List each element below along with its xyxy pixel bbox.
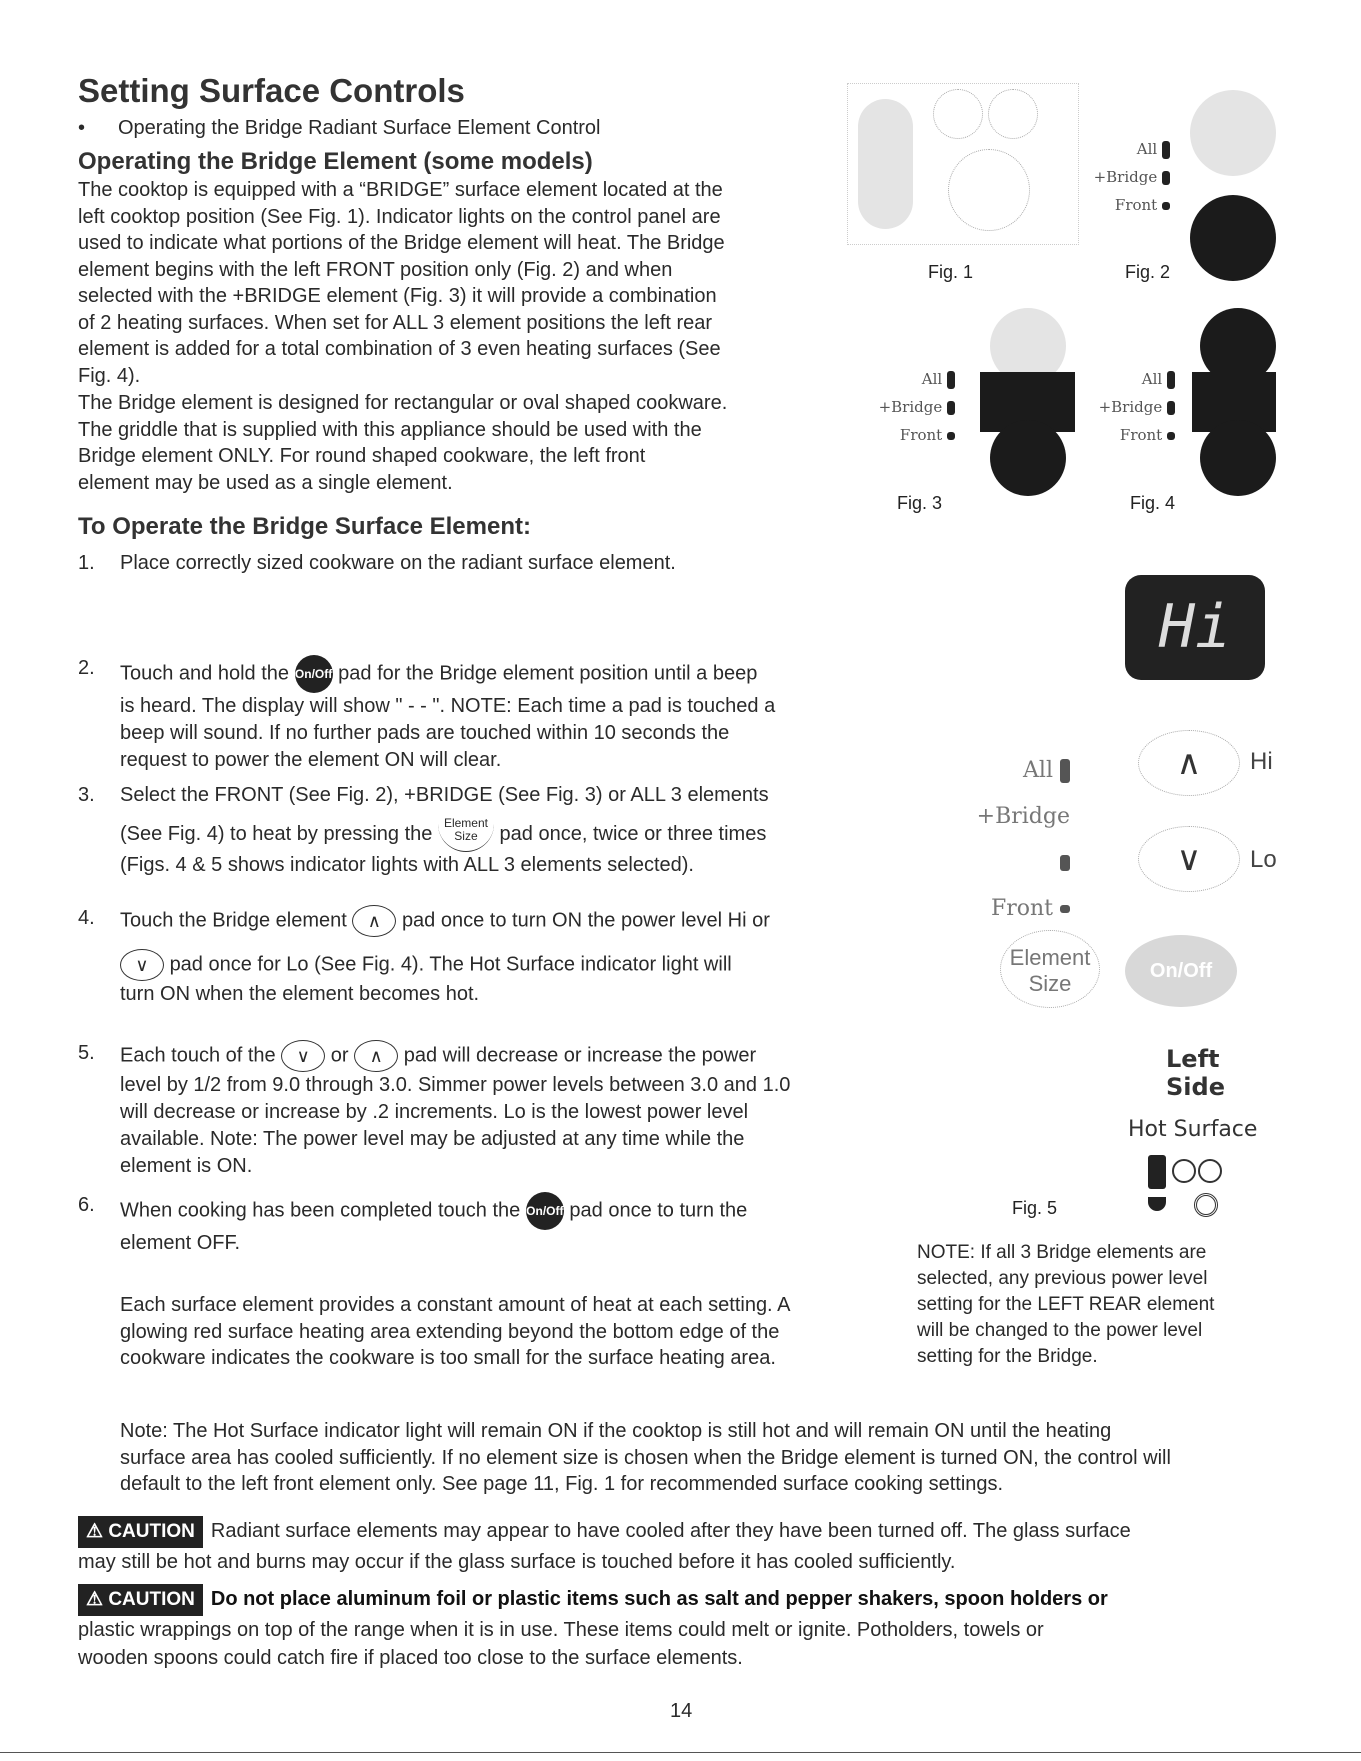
page-title: Setting Surface Controls bbox=[78, 72, 465, 109]
intro-paragraph: The cooktop is equipped with a “BRIDGE” surface element located at the left cooktop position (See Fig. 1). Indicator lights on the control panel are used to indicate what portions of the Bridge element will heat. The Bridge element begins with the left FRONT position only (Fig. 2) and when selected with the +BRIDGE element (Fig. 3) it will provide a combination of 2 heating surfaces. When set for ALL 3 element positions the left rear element is added for a total combination of 3 even heating surfaces (See Fig. 4). bbox=[78, 179, 725, 387]
section-heading-operate: To Operate the Bridge Surface Element: bbox=[78, 513, 531, 540]
up-arrow-pad-icon: ∧ bbox=[352, 905, 396, 937]
bridge-element-shape bbox=[858, 99, 913, 229]
hi-up-pad[interactable]: ∧ bbox=[1138, 730, 1240, 796]
side-note: NOTE: If all 3 Bridge elements are selected, any previous power level setting for the LEFT REAR element will be changed to the power level setting for the Bridge. bbox=[917, 1242, 1215, 1367]
caution-2: ⚠ CAUTION Do not place aluminum foil or plastic items such as salt and pepper shakers, spoon holders or plastic wrappings on top of the range when it is in use. These items could melt or ignite. Potholders, towels or wooden spoons could catch fire if placed too close to the surface elements. bbox=[78, 1584, 1328, 1672]
fig3-front-element bbox=[990, 420, 1066, 496]
down-arrow-pad-icon: ∨ bbox=[120, 949, 164, 981]
fig4-indicators: All +Bridge Front bbox=[1075, 365, 1175, 449]
fig1-label: Fig. 1 bbox=[928, 262, 974, 282]
fig2-label: Fig. 2 bbox=[1125, 262, 1171, 282]
element-size-pad-icon: Element Size bbox=[438, 817, 494, 852]
fig4-front-element bbox=[1200, 420, 1276, 496]
caution-1: ⚠ CAUTION Radiant surface elements may appear to have cooled after they have been turned off. The glass surface may still be hot and burns may occur if the glass surface is touched before it has cooled sufficiently. bbox=[78, 1516, 1328, 1576]
bullet-text: Operating the Bridge Radiant Surface Element Control bbox=[118, 117, 601, 139]
page-number: 14 bbox=[670, 1700, 693, 1722]
lo-label: Lo bbox=[1250, 846, 1277, 873]
onoff-pad-icon: On/Off bbox=[526, 1192, 564, 1230]
right-rear-element-shape bbox=[988, 89, 1038, 139]
cookware-paragraph: The Bridge element is designed for rectangular or oval shaped cookware. The griddle that is supplied with this appliance should be used with the Bridge element ONLY. For round shaped cookware, the left front element may be used as a single element. bbox=[78, 392, 728, 494]
fig4-label: Fig. 4 bbox=[1130, 493, 1176, 513]
onoff-pad[interactable]: On/Off bbox=[1125, 935, 1237, 1007]
caution-label: ⚠ CAUTION bbox=[78, 1584, 203, 1616]
right-front-element-shape bbox=[948, 149, 1030, 231]
hot-surface-note: Note: The Hot Surface indicator light will remain ON if the cooktop is still hot and will remain ON until the heating surface area has cooled sufficiently. If no element size is chosen when the Bridge element is turned ON, the control will default to the left front element only. See page 11, Fig. 1 for recommended surface cooking settings. bbox=[120, 1420, 1171, 1495]
lo-down-pad[interactable]: ∨ bbox=[1138, 826, 1240, 892]
element-size-pad[interactable]: Element Size bbox=[1000, 930, 1100, 1008]
fig5-label: Fig. 5 bbox=[1012, 1198, 1058, 1218]
down-arrow-pad-icon: ∨ bbox=[281, 1040, 325, 1072]
fig3-label: Fig. 3 bbox=[897, 493, 943, 513]
fig2-front-element bbox=[1190, 195, 1276, 281]
fig5-display: Hi bbox=[1125, 575, 1265, 680]
section-heading-bridge: Operating the Bridge Element (some models) bbox=[78, 148, 593, 175]
caution-label: ⚠ CAUTION bbox=[78, 1516, 203, 1548]
bottom-rule bbox=[0, 1752, 1361, 1753]
fig2-rear-element bbox=[1190, 90, 1276, 176]
fig2-indicators: All +Bridge Front bbox=[1060, 135, 1170, 219]
up-arrow-pad-icon: ∧ bbox=[354, 1040, 398, 1072]
closing-paragraph: Each surface element provides a constant amount of heat at each setting. A glowing red surface heating area extending beyond the bottom edge of the cookware indicates the cookware is too small for the surface heating area. bbox=[120, 1294, 791, 1369]
fig1-cooktop-diagram bbox=[847, 83, 1079, 245]
rear-element-shape bbox=[933, 89, 983, 139]
hot-surface-label: Hot Surface bbox=[1128, 1117, 1258, 1142]
fig3-indicators: All +Bridge Front bbox=[855, 365, 955, 449]
onoff-pad-icon: On/Off bbox=[295, 655, 333, 693]
left-side-label: Left Side bbox=[1166, 1045, 1225, 1101]
bullet-item: • Operating the Bridge Radiant Surface Element Control bbox=[78, 117, 601, 139]
fig5-indicators: All +Bridge Front bbox=[976, 758, 1070, 921]
hi-label: Hi bbox=[1250, 748, 1273, 775]
